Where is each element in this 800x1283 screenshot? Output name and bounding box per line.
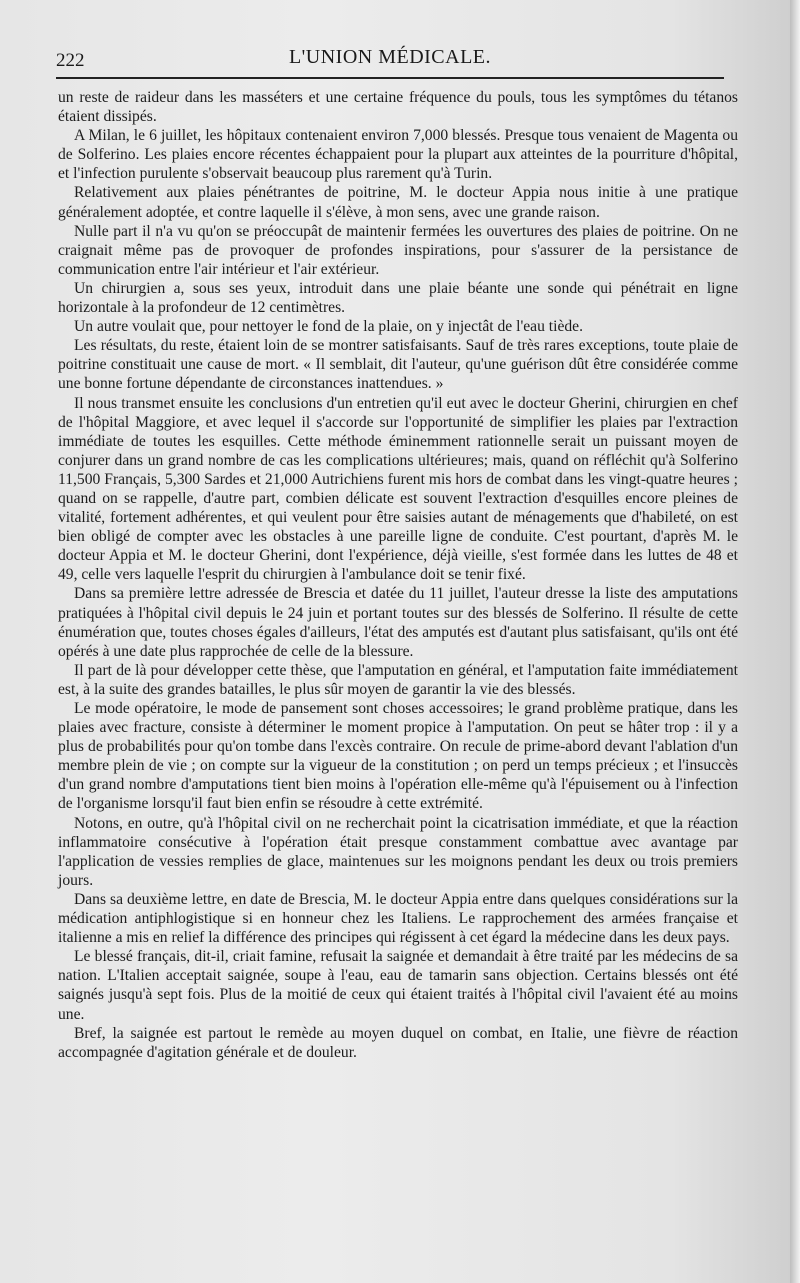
paragraph: Le blessé français, dit-il, criait famine, refusait la saignée et demandait à être traité par les médecins de sa nation. L'Italien acceptait saignée, soupe à l'eau, eau de tamarin sans objection. Certains blessés ont été saignés jusqu'à sept fois. Plus de la moitié de ceux qui étaient traités à l'hôpital civil l'avaient été au moins une.: [58, 948, 738, 1023]
page-edge: [790, 0, 800, 1283]
paragraph: Relativement aux plaies pénétrantes de poitrine, M. le docteur Appia nous initie à une pratique généralement adoptée, et contre laquelle il s'élève, à mon sens, avec une grande raison.: [58, 184, 738, 221]
body-text: [58, 88, 738, 1062]
paragraph: Un autre voulait que, pour nettoyer le fond de la plaie, on y injectât de l'eau tiède.: [74, 318, 583, 336]
paragraph: Bref, la saignée est partout le remède au moyen duquel on combat, en Italie, une fièvre de réaction accompagnée d'agitation générale et de douleur.: [58, 1024, 738, 1061]
page-number: 222: [56, 50, 85, 71]
header-rule: [56, 77, 724, 79]
paragraph: Notons, en outre, qu'à l'hôpital civil on ne recherchait point la cicatrisation immédiate, et que la réaction inflammatoire consécutive à l'opération était presque constamment combattue avec avantage par l'application de vessies remplies de glace, maintenues sur les moignons pendant les deux ou trois premiers jours.: [58, 814, 738, 889]
paragraph: Il part de là pour développer cette thèse, que l'amputation en général, et l'amputation faite immédiatement est, à la suite des grandes batailles, le plus sûr moyen de garantir la vie des blessés.: [58, 661, 738, 698]
page-header: [56, 46, 724, 72]
paragraph: Il nous transmet ensuite les conclusions d'un entretien qu'il eut avec le docteur Gherini, chirurgien en chef de l'hôpital Maggiore, et avec lequel il s'accorde sur l'opportunité de simplifier les plaies par l'extraction immédiate de toutes les esquilles. Cette méthode éminemment rationnelle serait un puissant moyen de conjurer dans un grand nombre de cas les complications ultérieures; mais, quand on réfléchit qu'à Solferino 11,500 Français, 5,300 Sardes et 21,000 Autrichiens furent mis hors de combat dans les vingt-quatre heures ; quand on se rappelle, d'autre part, combien délicate est souvent l'extraction d'esquilles encore pleines de vitalité, fortement adhérentes, et qui veulent pour être saisies autant de ménagements que d'habileté, on est bien obligé de compter avec les obstacles à une pareille ligne de conduite. C'est pourtant, d'après M. le docteur Appia et M. le docteur Gherini, dont l'expérience, déjà vieille, s'est formée dans les luttes de 48 et 49, celle vers laquelle l'esprit du chirurgien à l'ambulance doit se tenir fixé.: [58, 394, 738, 584]
paragraph: Le mode opératoire, le mode de pansement sont choses accessoires; le grand problème pratique, dans les plaies avec fracture, consiste à déterminer le moment propice à l'amputation. On peut se hâter trop : il y a plus de probabilités pour qu'on tombe dans l'excès contraire. On recule de prime-abord devant l'ablation d'un membre plein de vie ; on compte sur la vigueur de la constitution ; on perd un temps précieux ; et l'insuccès d'un grand nombre d'amputations tient bien moins à l'opération elle-même qu'à l'épuisement ou à l'infection de l'organisme lorsqu'il faut bien enfin se résoudre à cette extrémité.: [58, 700, 738, 813]
paragraph: Nulle part il n'a vu qu'on se préoccupât de maintenir fermées les ouvertures des plaies de poitrine. On ne craignait même pas de provoquer de profondes inspirations, pour s'assurer de la persistance de communication entre l'air intérieur et l'air extérieur.: [58, 222, 738, 278]
paragraph: Un chirurgien a, sous ses yeux, introduit dans une plaie béante une sonde qui pénétrait en ligne horizontale à la profondeur de 12 centimètres.: [58, 279, 738, 317]
running-title: L'UNION MÉDICALE.: [288, 46, 492, 68]
paragraph: Les résultats, du reste, étaient loin de se montrer satisfaisants. Sauf de très rares exceptions, toute plaie de poitrine constituait une cause de mort. « Il semblait, dit l'auteur, qu'une guérison dût être considérée comme une bonne fortune dépendante de circonstances inattendues. »: [58, 337, 738, 393]
paragraph: un reste de raideur dans les masséters et une certaine fréquence du pouls, tous les symptômes du tétanos étaient dissipés.: [58, 89, 738, 126]
paragraph: Dans sa première lettre adressée de Brescia et datée du 11 juillet, l'auteur dresse la liste des amputations pratiquées à l'hôpital civil depuis le 24 juin et portant toutes sur des blessés de Solferino. Il résulte de cette énumération que, toutes choses égales d'ailleurs, l'état des amputés est d'autant plus satisfaisant, qu'ils ont été opérés à une date plus rapprochée de celle de la blessure.: [58, 585, 738, 660]
paragraph: Dans sa deuxième lettre, en date de Brescia, M. le docteur Appia entre dans quelques considérations sur la médication antiphlogistique si en honneur chez les Italiens. Le rapprochement des armées française et italienne a mis en relief la différence des principes qui régissent à cet égard la médecine dans les deux pays.: [58, 890, 738, 947]
paragraph: A Milan, le 6 juillet, les hôpitaux contenaient environ 7,000 blessés. Presque tous venaient de Magenta ou de Solferino. Les plaies encore récentes échappaient pour la plupart aux atteintes de la pourriture d'hôpital, et l'infection purulente s'observait beaucoup plus rarement qu'à Turin.: [58, 127, 738, 183]
